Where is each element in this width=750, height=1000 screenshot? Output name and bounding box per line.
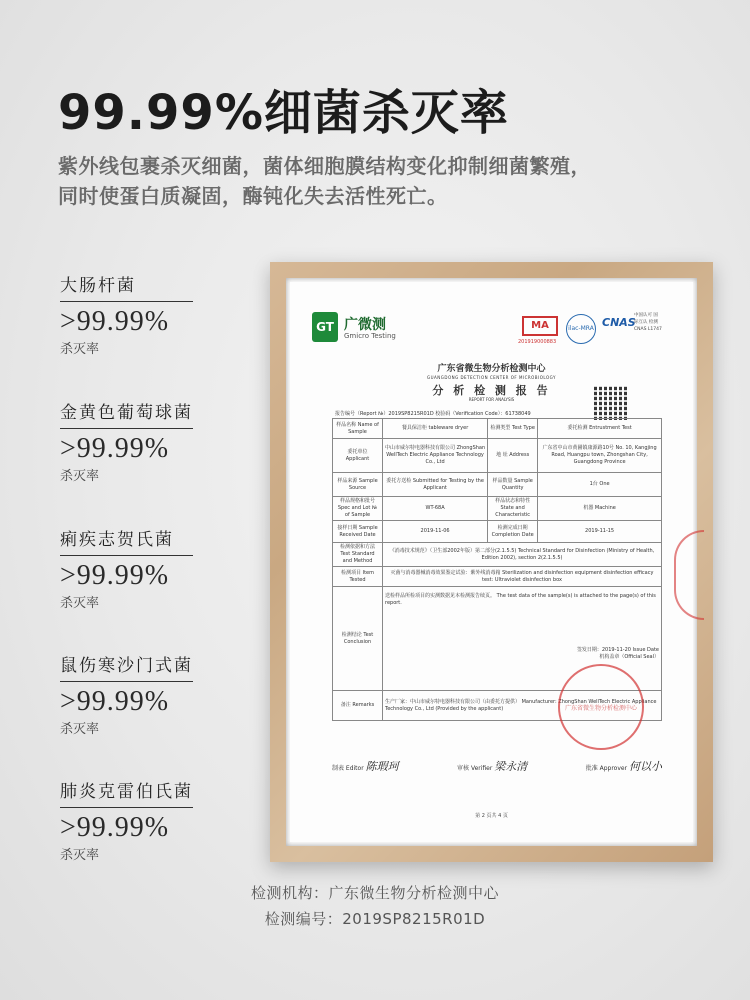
cnas-caption: 中国认可 国际互认 检测 CNAS L1747 [634, 313, 662, 332]
divider [60, 555, 193, 556]
kill-rate-label: 杀灭率 [60, 848, 100, 863]
bacteria-item [60, 651, 200, 737]
table-row [333, 521, 662, 543]
cma-number: 201919000883 [518, 339, 557, 345]
report-number: 报告编号（Report №）2019SP8215R01D 校验码（Verification Code）：61738049 [335, 411, 531, 417]
table-row [333, 497, 662, 521]
bacteria-name: 金黄色葡萄球菌 [60, 403, 193, 423]
editor-signature: 陈瑕珂 [365, 760, 399, 773]
table-cell: 1台 One [538, 473, 662, 497]
testing-agency: 检测机构：广东微生物分析检测中心 [250, 884, 499, 902]
bacteria-item [60, 271, 200, 357]
report-title-en: REPORT FOR ANALYSIS [468, 397, 515, 402]
bacteria-name: 大肠杆菌 [60, 276, 136, 296]
kill-rate-value: >99.99% [60, 433, 170, 464]
gmicro-logo-icon: GT [312, 312, 338, 342]
approver-signature: 何以小 [628, 760, 662, 773]
bacteria-item [60, 398, 200, 484]
official-seal-icon: 广东省微生物分析检测中心 [558, 664, 644, 750]
center-title-cn: 广东省微生物分析检测中心 [437, 364, 546, 374]
cnas-logo-icon: CNAS [602, 316, 636, 329]
logo-cn: 广微测 [344, 317, 386, 333]
conclusion-text: 送检样品所检项目的实测数据见本检测报告续页。 The test data of the sample(s) is attached to the page(s) of this report. [385, 593, 656, 606]
report-title-cn: 分 析 检 测 报 告 [432, 384, 551, 397]
verifier-signature: 梁永清 [494, 760, 528, 773]
kill-rate-label: 杀灭率 [60, 596, 100, 611]
table-label: 样品状态和特性 State and Characteristic [488, 497, 538, 521]
table-label: 样品来源 Sample Source [333, 473, 383, 497]
kill-rate-value: >99.99% [60, 686, 170, 717]
table-cell: 灭菌与消毒器械消毒效果鉴定试验：紫外线消毒箱 Sterilization and disinfection equipment disinfection efficacy test: Ultraviolet disinfection box [383, 567, 662, 587]
table-cell: 2019-11-15 [538, 521, 662, 543]
kill-rate-value: >99.99% [60, 306, 170, 337]
table-cell: 广东省中山市黄圃镇康源路10号 No. 10, Kangjing Road, Huangpu town, Zhongshan City, Guangdong Province [538, 439, 662, 473]
table-row [333, 473, 662, 497]
page-number: 第 2 页共 4 页 [475, 813, 508, 819]
table-row [333, 567, 662, 587]
table-cell: 机器 Machine [538, 497, 662, 521]
table-label: 检测完成日期 Completion Date [488, 521, 538, 543]
table-cell: 生产厂家：中山市威尔特电器科技有限公司（由委托方提供） Manufacturer: ZhongShan WellTech Electric Appliance Technology Co., Ltd (Provided by the applicant) [383, 691, 662, 721]
cma-mark-icon: MA [522, 316, 558, 336]
headline: 99.99%细菌杀灭率 [58, 85, 509, 141]
ilac-mra-icon: ilac-MRA [566, 314, 596, 344]
kill-rate-label: 杀灭率 [60, 342, 100, 357]
table-cell: 中山市威尔特电器科技有限公司 ZhongShan WellTech Electric Appliance Technology Co., Ltd [383, 439, 488, 473]
divider [60, 301, 193, 302]
divider [60, 807, 193, 808]
table-row [333, 543, 662, 567]
editor-label: 制表 Editor [332, 765, 364, 772]
table-label: 检测依据和方法 Test Standard and Method [333, 543, 383, 567]
table-cell: WT-68A [383, 497, 488, 521]
kill-rate-value: >99.99% [60, 560, 170, 591]
logo-en: Gmicro Testing [344, 332, 396, 340]
table-label: 样品名称 Name of Sample [333, 419, 383, 439]
editor-block [332, 758, 399, 774]
certificate-paper [290, 282, 693, 842]
approver-label: 批准 Approver [585, 765, 628, 772]
table-label: 检测类型 Test Type [488, 419, 538, 439]
table-label: 备注 Remarks [333, 691, 383, 721]
signature-row [332, 758, 662, 774]
bacteria-name: 鼠伤寒沙门式菌 [60, 656, 193, 676]
verifier-block [457, 758, 527, 774]
center-title-en: GUANGDONG DETECTION CENTER OF MICROBIOLOGY [427, 375, 556, 380]
table-cell: 2019-11-06 [383, 521, 488, 543]
qr-code-icon [594, 386, 628, 420]
edge-seal-icon [674, 530, 704, 620]
table-label: 检测结论 Test Conclusion [333, 587, 383, 691]
table-row [333, 439, 662, 473]
bacteria-item [60, 525, 200, 611]
bacteria-name: 痢疾志贺氏菌 [60, 530, 174, 550]
seal-note: 机构盖章（Official Seal） [599, 654, 659, 660]
table-cell: 委托方送检 Submitted for Testing by the Applicant [383, 473, 488, 497]
subline-2: 同时使蛋白质凝固，酶钝化失去活性死亡。 [58, 184, 448, 208]
kill-rate-label: 杀灭率 [60, 722, 100, 737]
approver-block [586, 758, 662, 774]
table-label: 检测项目 Item Tested [333, 567, 383, 587]
table-cell: 委托检测 Entrustment Test [538, 419, 662, 439]
table-cell: 《消毒技术规范》（卫生部2002年版）第二部分(2.1.5.5) Technical Standard for Disinfection (Ministry of Health, Edition 2002), section 2(2.1.5.5) [383, 543, 662, 567]
bacteria-item [60, 777, 200, 863]
table-row [333, 419, 662, 439]
testing-number: 检测编号：2019SP8215R01D [264, 910, 486, 928]
issue-date: 签发日期：2019-11-20 Issue Date [576, 647, 659, 653]
divider [60, 681, 193, 682]
kill-rate-value: >99.99% [60, 812, 170, 843]
table-label: 委托单位 Applicant [333, 439, 383, 473]
table-label: 样品规格和批号 Spec and Lot № of Sample [333, 497, 383, 521]
divider [60, 428, 193, 429]
table-cell: 餐具保洁柜 tableware dryer [383, 419, 488, 439]
kill-rate-label: 杀灭率 [60, 469, 100, 484]
table-label: 样品数量 Sample Quantity [488, 473, 538, 497]
bacteria-name: 肺炎克雷伯氏菌 [60, 782, 193, 802]
subline-1: 紫外线包裹杀灭细菌，菌体细胞膜结构变化抑制细菌繁殖， [58, 154, 591, 178]
table-label: 地 址 Address [488, 439, 538, 473]
certificate-frame [270, 262, 713, 862]
table-label: 接样日期 Sample Received Date [333, 521, 383, 543]
verifier-label: 审核 Verifier [457, 765, 493, 772]
